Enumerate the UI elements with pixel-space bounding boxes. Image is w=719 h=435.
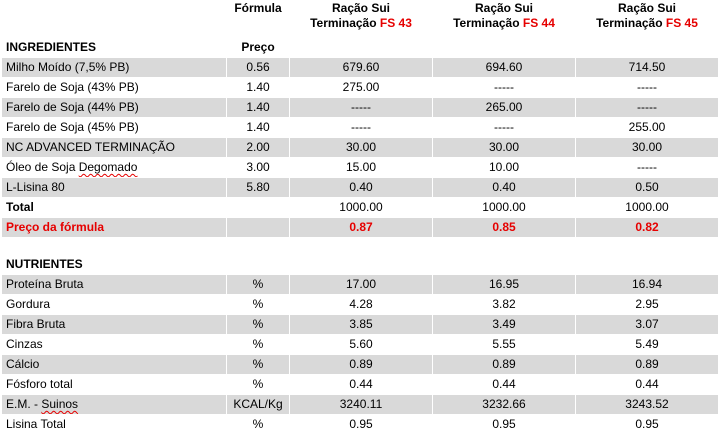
row-value: 3.49 xyxy=(433,315,576,335)
row-name: Milho Moído (7,5% PB) xyxy=(2,58,227,78)
row-value: 5.55 xyxy=(433,335,576,355)
header-line1: Ração Sui xyxy=(617,1,677,15)
header-line2: Terminação xyxy=(596,16,663,30)
row-name: Lisina Total xyxy=(2,415,227,435)
row-name: Total xyxy=(2,198,227,218)
row-value: ----- xyxy=(290,98,433,118)
table-row xyxy=(2,58,719,78)
row-value: ----- xyxy=(576,98,719,118)
row-value: 0.95 xyxy=(433,415,576,435)
row-value: 694.60 xyxy=(433,58,576,78)
table-row xyxy=(2,395,719,415)
row-unit: % xyxy=(227,375,290,395)
header-row xyxy=(2,1,719,38)
row-name: Farelo de Soja (44% PB) xyxy=(2,98,227,118)
row-name xyxy=(2,158,227,178)
row-name-part: Suinos xyxy=(41,397,79,411)
formula-table xyxy=(1,0,719,435)
header-formula: Fórmula xyxy=(227,1,290,38)
header-fs44 xyxy=(433,1,576,38)
table-row xyxy=(2,98,719,118)
row-value: 679.60 xyxy=(290,58,433,78)
row-name: Proteína Bruta xyxy=(2,275,227,295)
header-line2: Terminação xyxy=(453,16,520,30)
header-line1: Ração Sui xyxy=(331,1,391,15)
row-name: Fósforo total xyxy=(2,375,227,395)
nutrients-section-row xyxy=(2,255,719,275)
table-row xyxy=(2,295,719,315)
row-value: 3.07 xyxy=(576,315,719,335)
row-value: ----- xyxy=(576,78,719,98)
row-value: 0.44 xyxy=(433,375,576,395)
row-name: NC ADVANCED TERMINAÇÃO xyxy=(2,138,227,158)
row-value: 0.50 xyxy=(576,178,719,198)
table-row xyxy=(2,315,719,335)
ingredients-title: INGREDIENTES xyxy=(2,38,227,58)
row-value: 0.95 xyxy=(576,415,719,435)
table-row xyxy=(2,158,719,178)
row-value: 0.44 xyxy=(576,375,719,395)
row-value: 30.00 xyxy=(290,138,433,158)
row-value: 265.00 xyxy=(433,98,576,118)
row-value: 3240.11 xyxy=(290,395,433,415)
price-formula-row xyxy=(2,218,719,238)
table-row xyxy=(2,78,719,98)
row-value: 0.40 xyxy=(290,178,433,198)
row-unit: % xyxy=(227,295,290,315)
price-label: Preço xyxy=(227,38,290,58)
row-value: 255.00 xyxy=(576,118,719,138)
row-name: L-Lisina 80 xyxy=(2,178,227,198)
row-price: 2.00 xyxy=(227,138,290,158)
table-row xyxy=(2,355,719,375)
row-value: 4.28 xyxy=(290,295,433,315)
ingredients-section-row xyxy=(2,38,719,58)
row-unit: % xyxy=(227,355,290,375)
row-value: 3.85 xyxy=(290,315,433,335)
row-value: 2.95 xyxy=(576,295,719,315)
header-fs-code: FS 43 xyxy=(379,16,412,30)
row-value: 3.82 xyxy=(433,295,576,315)
header-fs43 xyxy=(290,1,433,38)
row-value: 16.95 xyxy=(433,275,576,295)
header-line2: Terminação xyxy=(310,16,377,30)
table-row xyxy=(2,178,719,198)
header-fs-code: FS 45 xyxy=(665,16,698,30)
row-name: Gordura xyxy=(2,295,227,315)
row-price: 3.00 xyxy=(227,158,290,178)
row-value: ----- xyxy=(433,78,576,98)
row-value: 15.00 xyxy=(290,158,433,178)
row-value: 0.85 xyxy=(433,218,576,238)
row-value: 1000.00 xyxy=(433,198,576,218)
row-unit: % xyxy=(227,335,290,355)
spacer-row xyxy=(2,238,719,255)
table-row xyxy=(2,415,719,435)
table-row xyxy=(2,138,719,158)
row-name xyxy=(2,395,227,415)
row-name: Cálcio xyxy=(2,355,227,375)
header-empty-cell xyxy=(2,1,227,38)
row-value: 3232.66 xyxy=(433,395,576,415)
row-value: 714.50 xyxy=(576,58,719,78)
row-price: 5.80 xyxy=(227,178,290,198)
row-value: 5.60 xyxy=(290,335,433,355)
header-fs45 xyxy=(576,1,719,38)
row-value: 0.44 xyxy=(290,375,433,395)
row-value: 0.89 xyxy=(290,355,433,375)
row-name: Farelo de Soja (45% PB) xyxy=(2,118,227,138)
header-fs-code: FS 44 xyxy=(522,16,555,30)
row-value: ----- xyxy=(576,158,719,178)
row-unit: % xyxy=(227,315,290,335)
row-unit: KCAL/Kg xyxy=(227,395,290,415)
total-row xyxy=(2,198,719,218)
row-name-part: Óleo de Soja xyxy=(6,160,79,174)
table-row xyxy=(2,375,719,395)
table-row xyxy=(2,118,719,138)
row-price: 1.40 xyxy=(227,78,290,98)
row-value: 1000.00 xyxy=(290,198,433,218)
row-value: 1000.00 xyxy=(576,198,719,218)
row-value: 0.82 xyxy=(576,218,719,238)
row-value: 16.94 xyxy=(576,275,719,295)
table-row xyxy=(2,335,719,355)
row-value: 10.00 xyxy=(433,158,576,178)
row-value: 30.00 xyxy=(433,138,576,158)
row-value: 0.89 xyxy=(433,355,576,375)
row-value: 0.89 xyxy=(576,355,719,375)
row-name: Fibra Bruta xyxy=(2,315,227,335)
row-name-part: Degomado xyxy=(78,160,138,174)
nutrients-title: NUTRIENTES xyxy=(2,255,227,275)
row-name: Preço da fórmula xyxy=(2,218,227,238)
row-unit: % xyxy=(227,275,290,295)
row-price: 1.40 xyxy=(227,98,290,118)
row-value: 5.49 xyxy=(576,335,719,355)
row-value: 30.00 xyxy=(576,138,719,158)
row-name: Cinzas xyxy=(2,335,227,355)
table-row xyxy=(2,275,719,295)
row-value: ----- xyxy=(290,118,433,138)
row-unit: % xyxy=(227,415,290,435)
row-name-part: E.M. - xyxy=(6,397,42,411)
row-price: 1.40 xyxy=(227,118,290,138)
row-value: ----- xyxy=(433,118,576,138)
row-value: 0.87 xyxy=(290,218,433,238)
row-price: 0.56 xyxy=(227,58,290,78)
row-name: Farelo de Soja (43% PB) xyxy=(2,78,227,98)
row-value: 17.00 xyxy=(290,275,433,295)
row-value: 0.40 xyxy=(433,178,576,198)
row-value: 275.00 xyxy=(290,78,433,98)
row-value: 0.95 xyxy=(290,415,433,435)
row-value: 3243.52 xyxy=(576,395,719,415)
header-line1: Ração Sui xyxy=(474,1,534,15)
